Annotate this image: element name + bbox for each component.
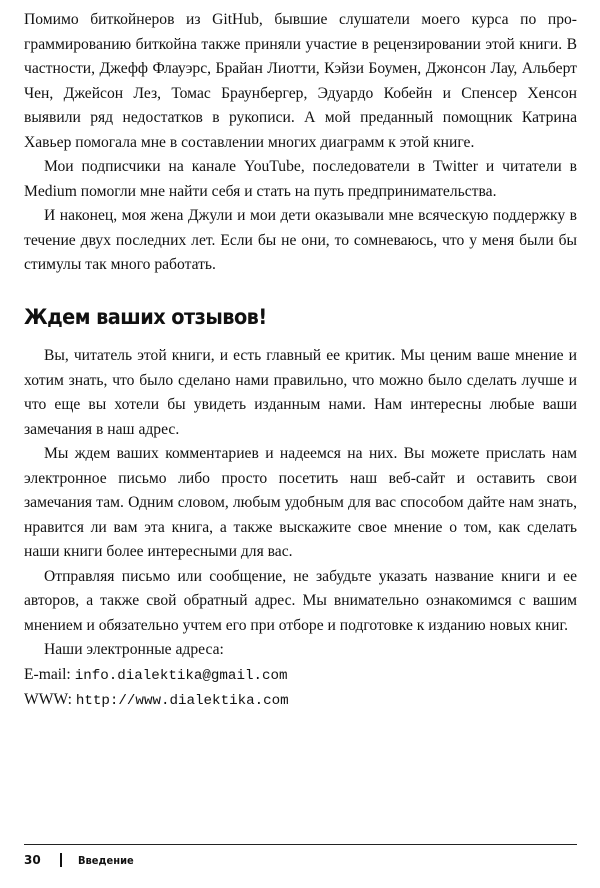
email-line [24,663,577,689]
paragraph: Мои подписчики на канале YouTube, последователи в Twitter и читатели в Medium помогли мне найти себя и стать на путь предпринимательства. [24,158,577,200]
email-label: E-mail: [24,665,71,683]
email-address[interactable]: info.dialektika@gmail.com [74,667,288,684]
paragraph: Вы, читатель этой книги, и есть главный ее критик. Мы ценим ваше мнение и хотим знать, что было сделано нами правильно, что можно было сделать лучше и что еще вы хотели бы увидеть изданным нами. Нам интересны любые ваши замечания в наш адрес. [24,347,577,438]
section-heading: Ждем ваших отзывов! [24,305,267,329]
page-footer [24,850,140,870]
paragraph: Мы ждем ваших комментариев и надеемся на них. Вы можете прислать нам электронное письмо либо просто посетить наш веб-сайт и оставить свои замечания там. Одним словом, любым удобным для вас способом дайте нам знать, нравится ли вам эта книга, а также выскажите свое мнение о том, как сделать наши книги более интересными для вас. [24,445,577,560]
website-label: WWW: [24,691,72,708]
section-name: Введение [78,853,134,867]
feedback-text [24,344,577,714]
paragraph: И наконец, моя жена Джули и мои дети оказывали мне всяческую поддержку в течение двух последних лет. Если бы не они, то сомневаюсь, что у меня были бы стимулы так много работать. [24,207,577,273]
page-number: 30 [24,853,41,867]
paragraph: Отправляя письмо или сообщение, не забудьте указать название книги и ее авторов, а также свой обратный адрес. Мы внимательно ознакомимся с вашим мнением и обязательно учтем его при отборе и подготовке к изданию новых книг. [24,567,577,634]
website-line [24,688,577,714]
acknowledgements-text [24,8,577,278]
paragraph: Наши электронные адреса: [44,641,224,658]
footer-rule [24,844,577,845]
paragraph: Помимо биткойнеров из GitHub, бывшие слушатели моего курса по программированию биткойна также приняли участие в рецензировании этой книги. В частности, Джефф Флауэрс, Брайан Лиотти, Кэйзи Боумен, Джонсон Лау, Альберт Чен, Джейсон Лез, Томас Браунбергер, Эдуардо Кобейн и Спенсер Хенсон выявили ряд недостатков в рукописи. А мой преданный помощник Катрина Хавьер помогала мне в составлении многих диаграмм к этой книге. [24,11,577,151]
footer-separator [60,853,62,867]
website-url[interactable]: http://www.dialektika.com [75,693,289,709]
